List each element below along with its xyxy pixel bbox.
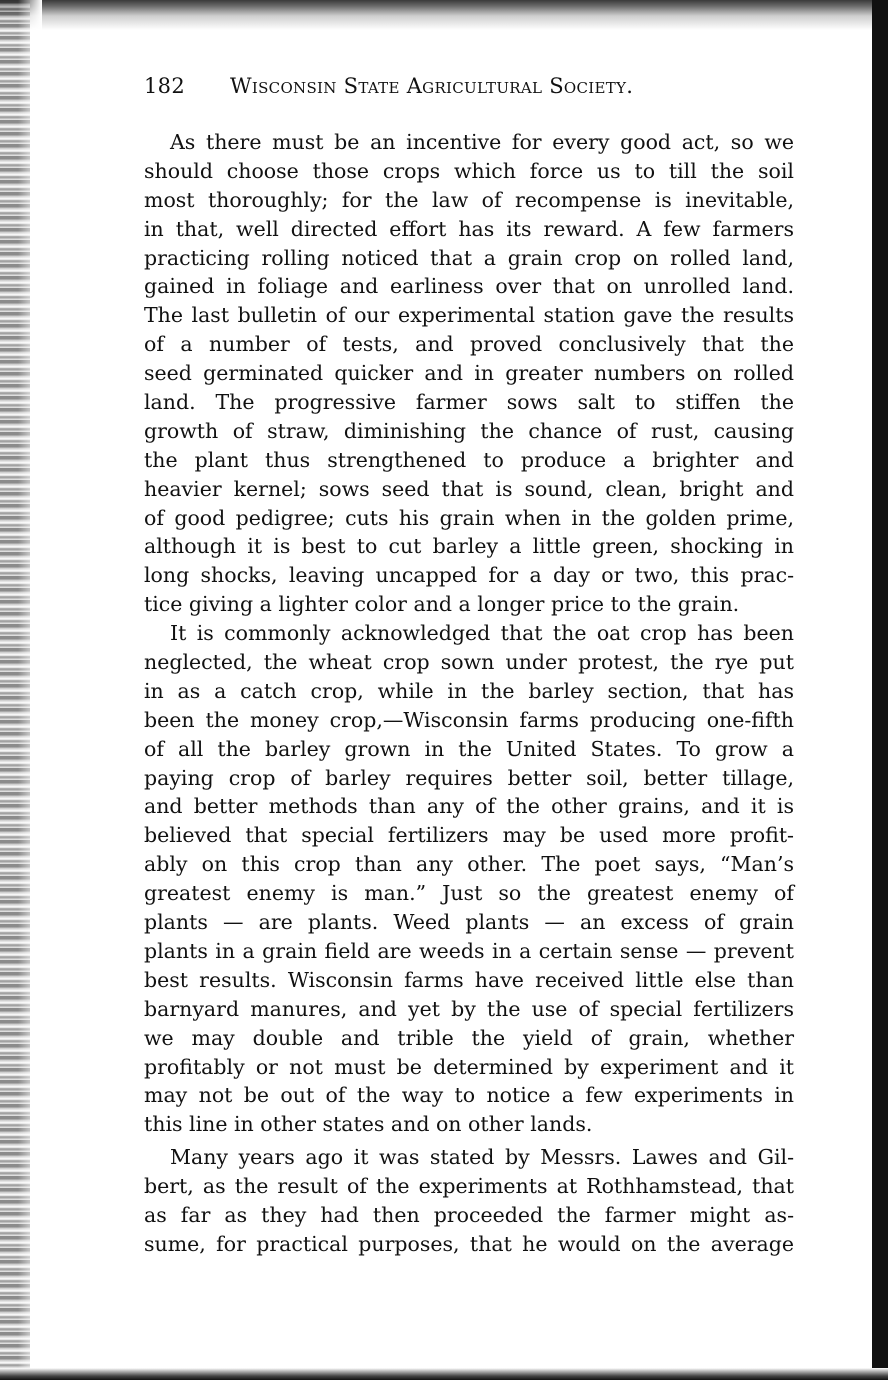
text-line: ably on this crop than any other. The poet says, “Man’s — [144, 852, 794, 877]
text-line: although it is best to cut barley a little green, shocking in — [144, 534, 794, 559]
text-line: tice giving a lighter color and a longer price to the grain. — [144, 592, 740, 617]
text-line: in as a catch crop, while in the barley section, that has — [144, 678, 794, 703]
body-text — [144, 128, 794, 1259]
text-line: It is commonly acknowledged that the oat crop has been — [170, 621, 794, 646]
scan-left-edge-fade — [18, 0, 42, 1380]
text-line: paying crop of barley requires better soil, better tillage, — [144, 765, 794, 790]
text-line: seed germinated quicker and in greater numbers on rolled — [144, 361, 794, 386]
paragraph — [144, 619, 794, 1139]
running-head — [144, 74, 794, 110]
text-line: The last bulletin of our experimental station gave the results — [144, 303, 794, 328]
text-line: may not be out of the way to notice a few experiments in — [144, 1083, 794, 1108]
text-line: profitably or not must be determined by experiment and it — [144, 1054, 794, 1079]
text-line: as far as they had then proceeded the farmer might as- — [144, 1202, 794, 1227]
page-number: 182 — [144, 74, 185, 98]
text-line: been the money crop,—Wisconsin farms producing one-fifth — [144, 707, 794, 732]
scan-bottom-edge — [0, 1368, 888, 1380]
text-line: this line in other states and on other lands. — [144, 1112, 593, 1137]
text-line: and better methods than any of the other grains, and it is — [144, 794, 794, 819]
text-line: we may double and trible the yield of grain, whether — [144, 1025, 794, 1050]
text-line: long shocks, leaving uncapped for a day or two, this prac- — [144, 563, 794, 588]
text-line: land. The progressive farmer sows salt to stiffen the — [144, 390, 794, 415]
text-line: growth of straw, diminishing the chance of rust, causing — [144, 418, 794, 443]
book-page — [144, 74, 794, 1259]
text-line: plants in a grain field are weeds in a certain sense — prevent — [144, 938, 794, 963]
scan-top-edge — [0, 0, 888, 30]
text-line: barnyard manures, and yet by the use of special fertilizers — [144, 996, 794, 1021]
text-line: best results. Wisconsin farms have received little else than — [144, 967, 794, 992]
text-line: in that, well directed effort has its reward. A few farmers — [144, 216, 794, 241]
text-line: plants — are plants. Weed plants — an excess of grain — [144, 910, 794, 935]
text-line: Many years ago it was stated by Messrs. Lawes and Gil- — [170, 1145, 794, 1170]
text-line: greatest enemy is man.” Just so the greatest enemy of — [144, 881, 794, 906]
text-line: of good pedigree; cuts his grain when in the golden prime, — [144, 505, 794, 530]
text-line: the plant thus strengthened to produce a brighter and — [144, 447, 794, 472]
text-line: bert, as the result of the experiments at Rothhamstead, that — [144, 1174, 794, 1199]
text-line: heavier kernel; sows seed that is sound, clean, bright and — [144, 476, 794, 501]
text-line: gained in foliage and earliness over that on unrolled land. — [144, 274, 794, 299]
text-line: practicing rolling noticed that a grain crop on rolled land, — [144, 245, 794, 270]
paragraph — [144, 1143, 794, 1259]
text-line: of a number of tests, and proved conclusively that the — [144, 332, 794, 357]
text-line: sume, for practical purposes, that he would on the average — [144, 1231, 794, 1256]
text-line: of all the barley grown in the United States. To grow a — [144, 736, 794, 761]
text-line: should choose those crops which force us to till the soil — [144, 158, 794, 183]
text-line: neglected, the wheat crop sown under protest, the rye put — [144, 650, 794, 675]
text-line: believed that special fertilizers may be used more profit- — [144, 823, 794, 848]
text-line: As there must be an incentive for every good act, so we — [170, 130, 794, 154]
running-title: Wisconsin State Agricultural Society. — [230, 74, 634, 98]
paragraph — [144, 128, 794, 619]
text-line: most thoroughly; for the law of recompense is inevitable, — [144, 187, 794, 212]
scan-right-edge — [872, 0, 888, 1380]
